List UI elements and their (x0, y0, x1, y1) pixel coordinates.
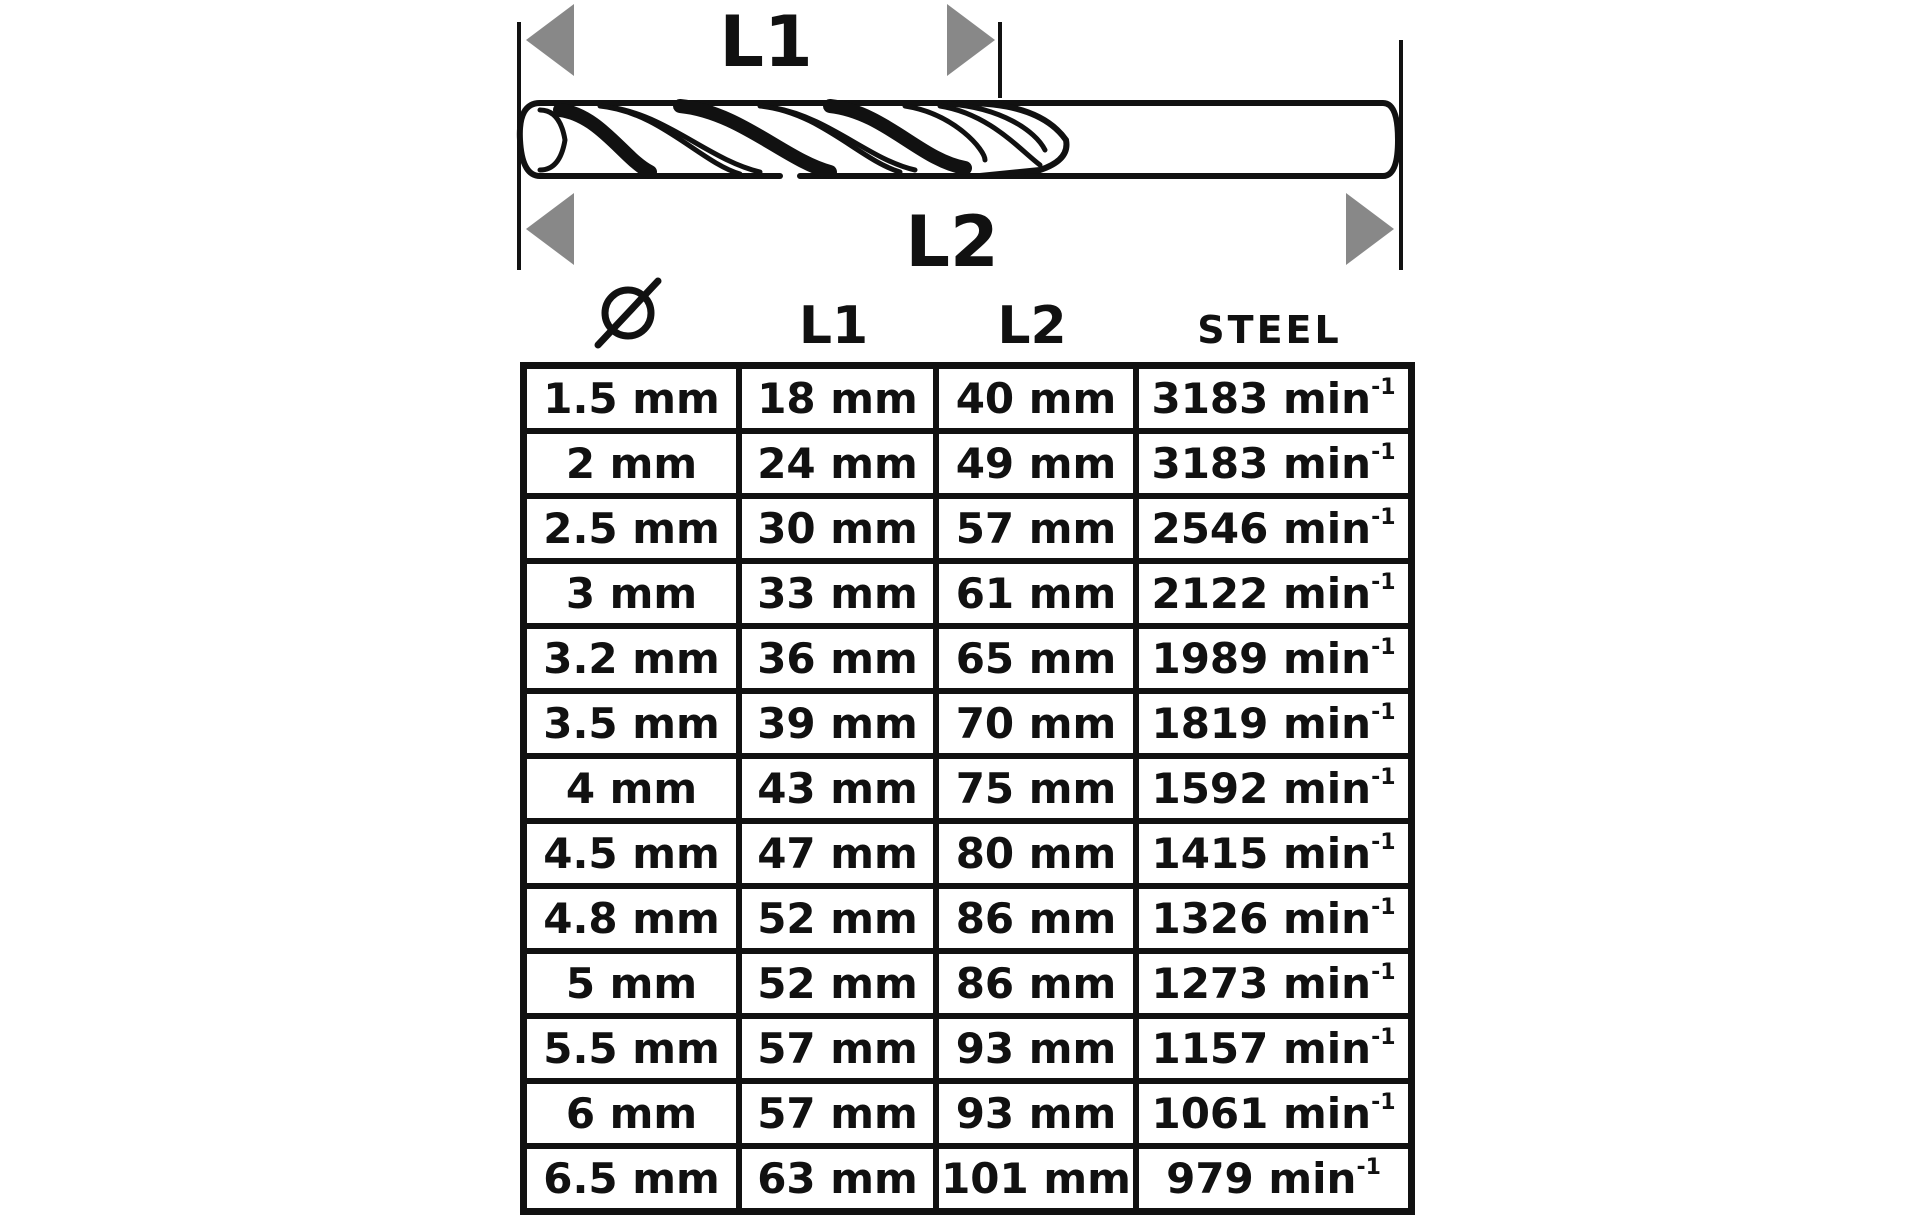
speed-unit-exponent: -1 (1371, 635, 1396, 660)
speed-unit: min (1283, 504, 1372, 553)
cell-l2: 101 mm (936, 1146, 1136, 1211)
steel-speed-value: 3183 (1151, 374, 1269, 423)
cell-steel (1136, 886, 1411, 951)
cell-l1: 24 mm (739, 431, 936, 496)
cell-l1: 30 mm (739, 496, 936, 561)
cell-l2: 57 mm (936, 496, 1136, 561)
cell-l2: 75 mm (936, 756, 1136, 821)
speed-unit-exponent: -1 (1371, 1025, 1396, 1050)
cell-diameter: 4 mm (524, 756, 739, 821)
table-row (524, 951, 1411, 1016)
cell-l1: 57 mm (739, 1016, 936, 1081)
table-row (524, 1146, 1411, 1211)
steel-speed-value: 1061 (1151, 1089, 1269, 1138)
speed-unit: min (1283, 699, 1372, 748)
speed-unit-exponent: -1 (1371, 375, 1396, 400)
diameter-symbol-icon (588, 273, 668, 353)
cell-steel (1136, 951, 1411, 1016)
steel-speed-value: 2546 (1151, 504, 1269, 553)
steel-speed-value: 1273 (1151, 959, 1269, 1008)
cell-steel (1136, 1016, 1411, 1081)
cell-diameter: 5 mm (524, 951, 739, 1016)
cell-l1: 52 mm (739, 886, 936, 951)
table-row (524, 821, 1411, 886)
cell-diameter: 6.5 mm (524, 1146, 739, 1211)
speed-unit: min (1283, 1089, 1372, 1138)
steel-speed-value: 1157 (1151, 1024, 1269, 1073)
speed-unit: min (1283, 634, 1372, 683)
speed-unit-exponent: -1 (1371, 895, 1396, 920)
table-row (524, 691, 1411, 756)
cell-l1: 63 mm (739, 1146, 936, 1211)
table-row (524, 626, 1411, 691)
cell-l1: 57 mm (739, 1081, 936, 1146)
speed-unit-exponent: -1 (1371, 700, 1396, 725)
speed-unit: min (1283, 439, 1372, 488)
cell-diameter: 6 mm (524, 1081, 739, 1146)
l2-left-arrow-icon (526, 193, 574, 265)
cell-diameter: 3.5 mm (524, 691, 739, 756)
cell-l2: 40 mm (936, 366, 1136, 431)
steel-speed-value: 1819 (1151, 699, 1269, 748)
steel-speed-value: 1989 (1151, 634, 1269, 683)
steel-speed-value: 1592 (1151, 764, 1269, 813)
drill-bit-diagram (0, 0, 1920, 290)
drill-bit-icon (520, 103, 1398, 176)
steel-speed-value: 1326 (1151, 894, 1269, 943)
speed-unit-exponent: -1 (1356, 1155, 1381, 1180)
l2-right-arrow-icon (1346, 193, 1394, 265)
cell-l1: 47 mm (739, 821, 936, 886)
speed-unit: min (1283, 569, 1372, 618)
cell-l1: 36 mm (739, 626, 936, 691)
cell-l2: 86 mm (936, 951, 1136, 1016)
cell-steel (1136, 756, 1411, 821)
table-row (524, 431, 1411, 496)
table-header-row (520, 272, 1407, 362)
table-row (524, 1081, 1411, 1146)
drill-spec-table (520, 362, 1415, 1215)
cell-l1: 52 mm (739, 951, 936, 1016)
speed-unit: min (1283, 959, 1372, 1008)
cell-steel (1136, 1146, 1411, 1211)
cell-steel (1136, 366, 1411, 431)
diameter-icon (520, 272, 735, 362)
speed-unit-exponent: -1 (1371, 1090, 1396, 1115)
table-row (524, 756, 1411, 821)
cell-l2: 80 mm (936, 821, 1136, 886)
cell-diameter: 3 mm (524, 561, 739, 626)
cell-diameter: 1.5 mm (524, 366, 739, 431)
cell-l2: 65 mm (936, 626, 1136, 691)
l2-label: L2 (905, 201, 999, 283)
cell-l1: 33 mm (739, 561, 936, 626)
cell-steel (1136, 691, 1411, 756)
cell-diameter: 2 mm (524, 431, 739, 496)
speed-unit: min (1268, 1154, 1357, 1203)
speed-unit-exponent: -1 (1371, 570, 1396, 595)
speed-unit-exponent: -1 (1371, 765, 1396, 790)
table-row (524, 561, 1411, 626)
l1-label: L1 (719, 1, 813, 83)
header-l2: L2 (997, 296, 1067, 356)
table-row (524, 886, 1411, 951)
cell-l1: 18 mm (739, 366, 936, 431)
speed-unit-exponent: -1 (1371, 960, 1396, 985)
header-steel: STEEL (1197, 308, 1342, 352)
cell-diameter: 3.2 mm (524, 626, 739, 691)
header-l1: L1 (798, 296, 869, 356)
table-row (524, 1016, 1411, 1081)
cell-steel (1136, 626, 1411, 691)
cell-diameter: 4.5 mm (524, 821, 739, 886)
speed-unit: min (1283, 764, 1372, 813)
steel-speed-value: 1415 (1151, 829, 1269, 878)
cell-l2: 70 mm (936, 691, 1136, 756)
steel-speed-value: 2122 (1151, 569, 1269, 618)
speed-unit-exponent: -1 (1371, 440, 1396, 465)
cell-l1: 43 mm (739, 756, 936, 821)
speed-unit: min (1283, 374, 1372, 423)
cell-l2: 49 mm (936, 431, 1136, 496)
l1-left-arrow-icon (526, 4, 574, 76)
cell-l2: 93 mm (936, 1016, 1136, 1081)
speed-unit: min (1283, 829, 1372, 878)
speed-unit-exponent: -1 (1371, 505, 1396, 530)
cell-l2: 86 mm (936, 886, 1136, 951)
l1-right-arrow-icon (947, 4, 995, 76)
cell-steel (1136, 1081, 1411, 1146)
cell-diameter: 5.5 mm (524, 1016, 739, 1081)
speed-unit: min (1283, 894, 1372, 943)
cell-diameter: 4.8 mm (524, 886, 739, 951)
speed-unit: min (1283, 1024, 1372, 1073)
cell-steel (1136, 431, 1411, 496)
cell-steel (1136, 561, 1411, 626)
cell-steel (1136, 496, 1411, 561)
cell-l2: 93 mm (936, 1081, 1136, 1146)
steel-speed-value: 979 (1166, 1154, 1254, 1203)
steel-speed-value: 3183 (1151, 439, 1269, 488)
cell-l1: 39 mm (739, 691, 936, 756)
table-row (524, 496, 1411, 561)
table-row (524, 366, 1411, 431)
speed-unit-exponent: -1 (1371, 830, 1396, 855)
cell-diameter: 2.5 mm (524, 496, 739, 561)
cell-l2: 61 mm (936, 561, 1136, 626)
cell-steel (1136, 821, 1411, 886)
